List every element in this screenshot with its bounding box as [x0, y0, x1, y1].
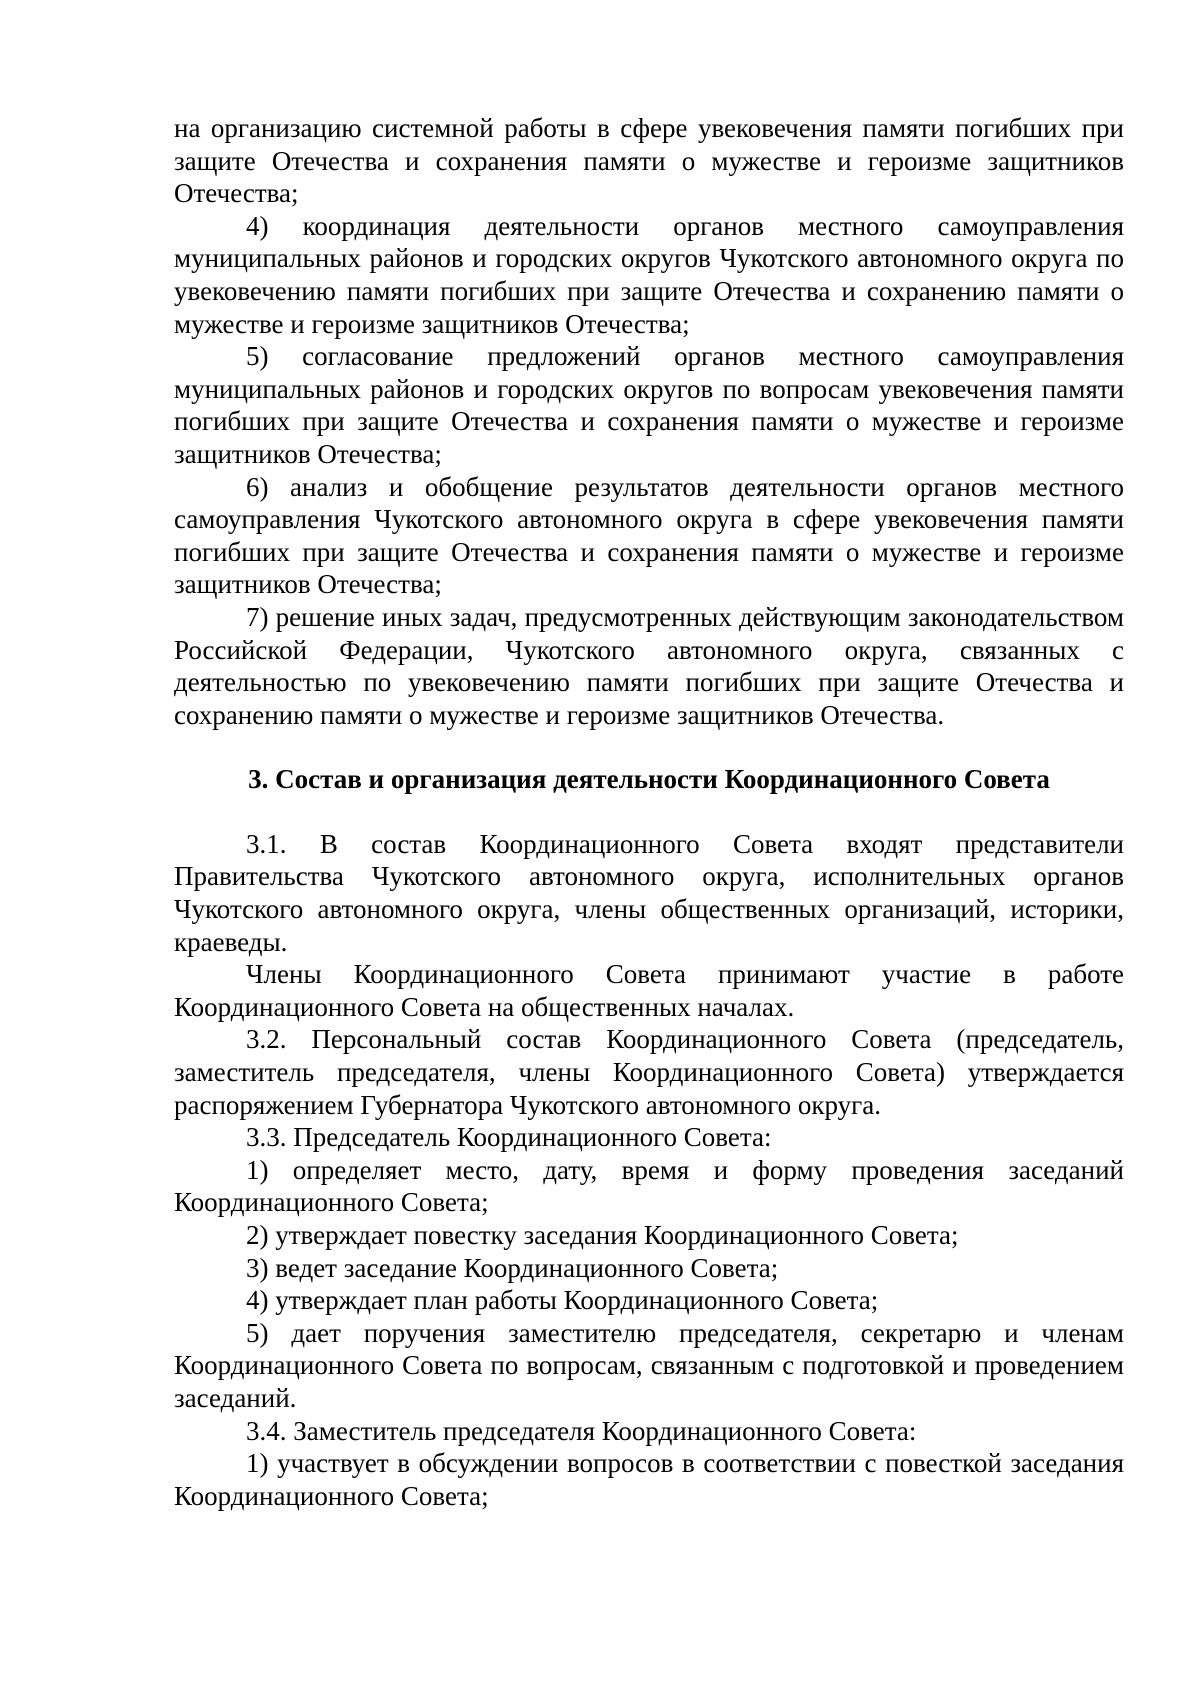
document-page	[174, 112, 1124, 1512]
intro-paragraph: на организацию системной работы в сфере увековечения памяти погибших при защите Отечества и сохранения памяти о мужестве и героизме защитников Отечества;	[174, 113, 1124, 209]
list-item-6: 6) анализ и обобщение результатов деятельности органов местного самоуправления Чукотского автономного округа в сфере увековечения памяти погибших при защите Отечества и сохранения памяти о мужестве и героизме защитников Отечества;	[174, 471, 1124, 600]
clause-3-3: 3.3. Председатель Координационного Совета:	[246, 1122, 772, 1153]
list-item-4: 4) координация деятельности органов местного самоуправления муниципальных районов и городских округов Чукотского автономного округа по увековечению памяти погибших при защите Отечества и сохранению памяти о мужестве и героизме защитников Отечества;	[174, 210, 1124, 339]
clause-3-4: 3.4. Заместитель председателя Координационного Совета:	[246, 1415, 917, 1446]
chairman-duty-4: 4) утверждает план работы Координационного Совета;	[246, 1285, 879, 1316]
chairman-duty-2: 2) утверждает повестку заседания Координационного Совета;	[246, 1220, 959, 1250]
list-item-7: 7) решение иных задач, предусмотренных действующим законодательством Российской Федерации, Чукотского автономного округа, связанных с деятельностью по увековечению памяти погибших при защите Отечества и сохранению памяти о мужестве и героизме защитников Отечества.	[174, 601, 1124, 730]
clause-3-1: 3.1. В состав Координационного Совета входят представители Правительства Чукотского автономного округа, исполнительных органов Чукотского автономного округа, члены общественных организаций, историки, краеведы.	[174, 828, 1124, 957]
clause-3-2: 3.2. Персональный состав Координационного Совета (председатель, заместитель председателя, члены Координационного Совета) утверждается распоряжением Губернатора Чукотского автономного округа.	[174, 1024, 1124, 1120]
section-3-heading: 3. Состав и организация деятельности Координационного Совета	[248, 764, 1050, 795]
chairman-duty-1: 1) определяет место, дату, время и форму проведения заседаний Координационного Совета;	[174, 1154, 1124, 1218]
chairman-duty-3: 3) ведет заседание Координационного Совета;	[246, 1252, 779, 1283]
members-participation-paragraph: Члены Координационного Совета принимают участие в работе Координационного Совета на общественных началах.	[174, 959, 1124, 1022]
chairman-duty-5: 5) дает поручения заместителю председателя, секретарю и членам Координационного Совета по вопросам, связанным с подготовкой и проведением заседаний.	[174, 1317, 1124, 1413]
deputy-duty-1: 1) участвует в обсуждении вопросов в соответствии с повесткой заседания Координационного Совета;	[174, 1448, 1124, 1511]
list-item-5: 5) согласование предложений органов местного самоуправления муниципальных районов и городских округов по вопросам увековечения памяти погибших при защите Отечества и сохранения памяти о мужестве и героизме защитников Отечества;	[174, 341, 1124, 469]
